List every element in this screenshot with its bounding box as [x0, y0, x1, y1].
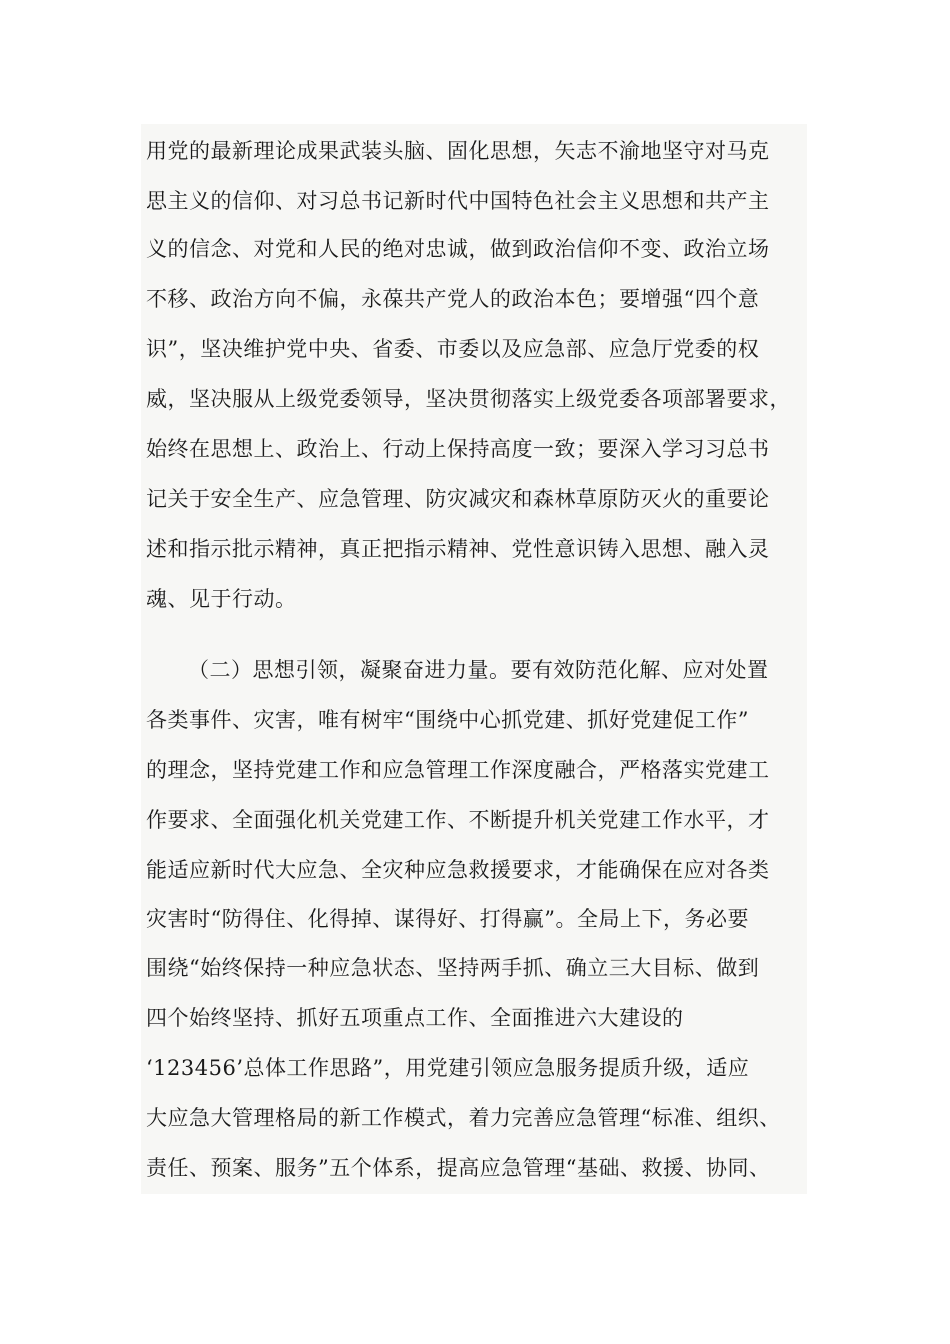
text-line: 识”，坚决维护党中央、省委、市委以及应急部、应急厅党委的权	[146, 337, 760, 361]
text-line: 灾害时“防得住、化得掉、谋得好、打得赢”。全局上下，务必要	[146, 907, 749, 931]
text-line: 围绕“始终保持一种应急状态、坚持两手抓、确立三大目标、做到	[146, 956, 760, 980]
text-line: 的理念，坚持党建工作和应急管理工作深度融合，严格落实党建工	[146, 758, 770, 782]
text-line: 不移、政治方向不偏，永葆共产党人的政治本色；要增强“四个意	[146, 287, 760, 311]
text-line: 用党的最新理论成果武装头脑、固化思想，矢志不渝地坚守对马克	[146, 139, 770, 163]
text-line: 责任、预案、服务”五个体系，提高应急管理“基础、救援、协同、	[146, 1156, 771, 1180]
text-line: 能适应新时代大应急、全灾种应急救援要求，才能确保在应对各类	[146, 858, 770, 882]
paragraph-heading: （二）思想引领，凝聚奋进力量。要有效防范化解、应对处置	[188, 658, 769, 682]
text-line: ‘123456’总体工作思路”，用党建引领应急服务提质升级，适应	[146, 1056, 750, 1080]
text-line: 述和指示批示精神，真正把指示精神、党性意识铸入思想、融入灵	[146, 537, 770, 561]
text-line: 各类事件、灾害，唯有树牢“围绕中心抓党建、抓好党建促工作”	[146, 708, 749, 732]
text-line: 记关于安全生产、应急管理、防灾减灾和森林草原防灭火的重要论	[146, 487, 770, 511]
text-line: 始终在思想上、政治上、行动上保持高度一致；要深入学习习总书	[146, 437, 770, 461]
text-line: 思主义的信仰、对习总书记新时代中国特色社会主义思想和共产主	[146, 189, 770, 213]
text-line: 义的信念、对党和人民的绝对忠诚，做到政治信仰不变、政治立场	[146, 237, 770, 261]
text-line: 大应急大管理格局的新工作模式，着力完善应急管理“标准、组织、	[146, 1106, 781, 1130]
text-line: 作要求、全面强化机关党建工作、不断提升机关党建工作水平，才	[146, 808, 770, 832]
text-line: 四个始终坚持、抓好五项重点工作、全面推进六大建设的	[146, 1006, 684, 1030]
text-line: 威，坚决服从上级党委领导，坚决贯彻落实上级党委各项部署要求，	[146, 387, 791, 411]
text-line: 魂、见于行动。	[146, 587, 297, 611]
